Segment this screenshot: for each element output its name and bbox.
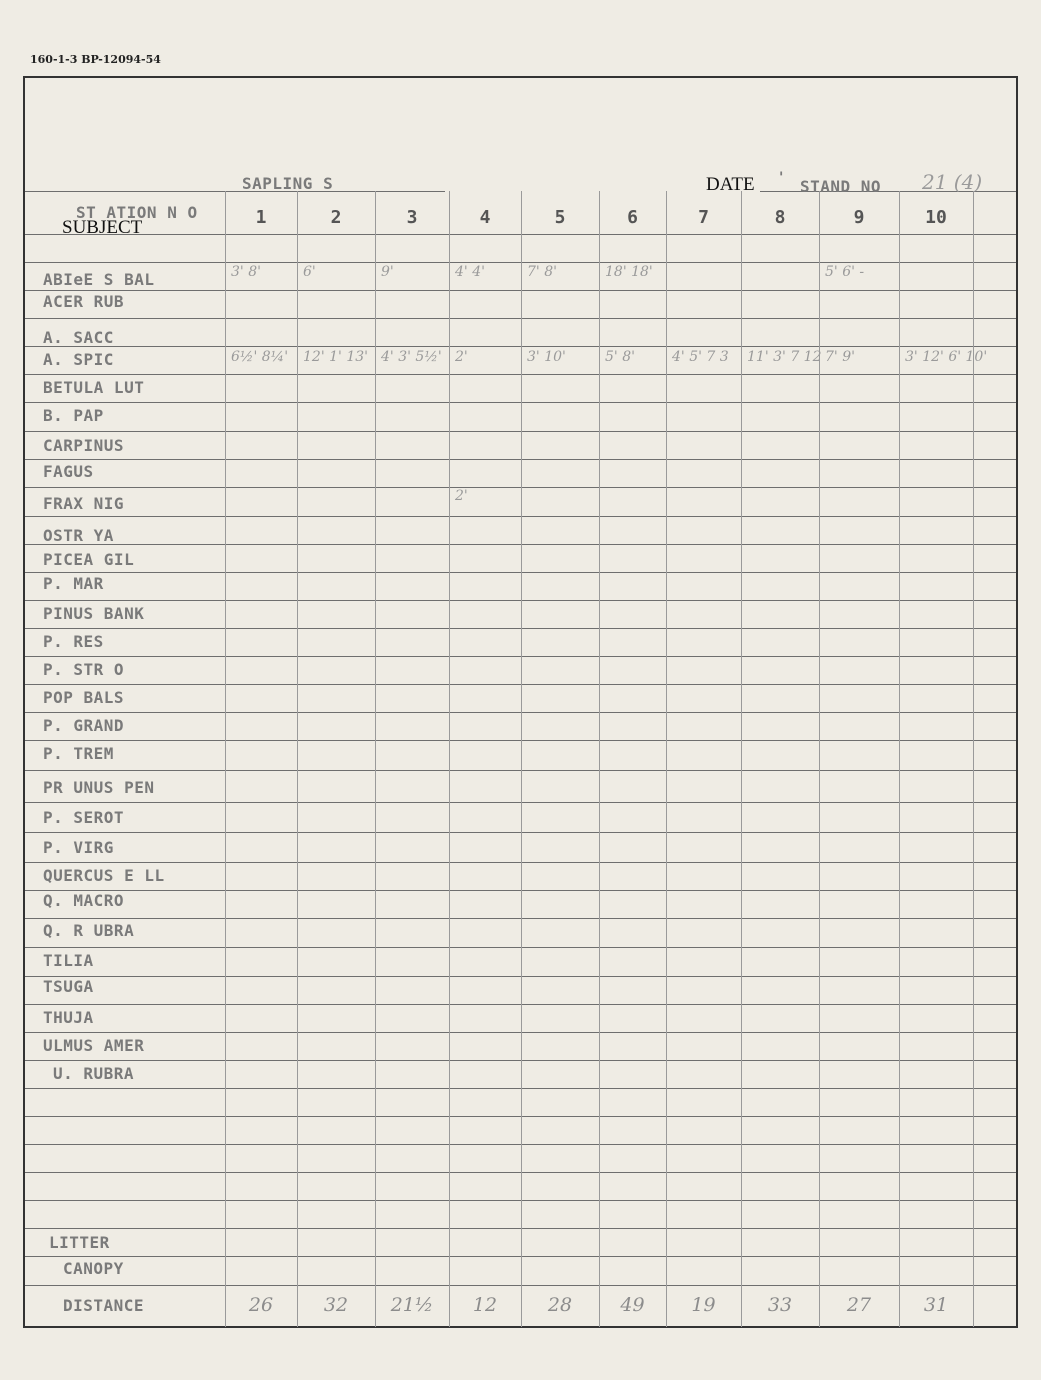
a-spic-entry: 7' 9' (825, 349, 855, 365)
species-label: B. PAP (43, 406, 104, 425)
subject-label: SUBJECT (62, 217, 143, 238)
abies-bal-entry: 6' (303, 264, 316, 280)
a-spic-entry: 3' 10' (527, 349, 566, 365)
column-rule (741, 191, 742, 1327)
stand-number-label: STAND NO (800, 177, 882, 196)
distance-value-9: 27 (846, 1294, 872, 1316)
abies-bal-entry: 9' (381, 264, 394, 280)
species-label: ULMUS AMER (43, 1036, 145, 1055)
species-label: P. RES (43, 632, 104, 651)
distance-value-7: 19 (691, 1294, 716, 1316)
abies-bal-entry: 4' 4' (455, 264, 485, 280)
distance-value-10: 31 (923, 1294, 949, 1316)
species-label: PICEA GIL (43, 550, 135, 569)
abies-bal-entry: 3' 8' (231, 264, 261, 280)
distance-value-3: 21½ (390, 1294, 434, 1316)
a-spic-entry: 4' 5' 7 3 (672, 349, 729, 365)
distance-value-6: 49 (620, 1294, 645, 1316)
species-label: CARPINUS (43, 436, 125, 455)
distance-value-4: 12 (472, 1294, 498, 1316)
column-rule (225, 191, 226, 1327)
station-number-7: 7 (698, 207, 709, 228)
species-label: P. TREM (43, 744, 114, 763)
a-spic-entry: 6½' 8¼' (231, 349, 289, 365)
column-rule (899, 191, 900, 1327)
distance-value-1: 26 (248, 1294, 274, 1316)
species-label: A. SACC (43, 328, 114, 347)
distance-value-8: 33 (767, 1294, 793, 1316)
species-label: Q. R UBRA (43, 921, 135, 940)
species-label: PINUS BANK (43, 604, 145, 623)
species-label: P. GRAND (43, 716, 125, 735)
abies-bal-entry: 5' 6' - (825, 264, 865, 280)
species-label: U. RUBRA (53, 1064, 135, 1083)
species-label: FAGUS (43, 462, 94, 481)
station-number-8: 8 (774, 207, 786, 228)
column-rule (449, 191, 450, 1327)
species-label: ABIeE S BAL (43, 270, 155, 289)
species-label: QUERCUS E LL (43, 866, 165, 885)
column-rule (599, 191, 600, 1327)
saplings-label: SAPLING S (242, 174, 334, 193)
species-label: BETULA LUT (43, 378, 145, 397)
abies-bal-entry: 18' 18' (605, 264, 653, 280)
species-label: FRAX NIG (43, 494, 125, 513)
species-label: P. STR O (43, 660, 125, 679)
distance-value-5: 28 (547, 1294, 573, 1316)
distance-value-2: 32 (323, 1294, 349, 1316)
station-number-2: 2 (330, 207, 342, 228)
distance-label: DISTANCE (63, 1296, 145, 1315)
station-number-9: 9 (853, 207, 865, 228)
canopy-label: CANOPY (63, 1259, 124, 1278)
a-spic-entry: 3' 12' 6' 10' (905, 349, 988, 365)
abies-bal-entry: 7' 8' (527, 264, 557, 280)
species-label: ACER RUB (43, 292, 125, 311)
species-label: P. SEROT (43, 808, 125, 827)
station-number-4: 4 (479, 207, 491, 228)
station-number-1: 1 (255, 207, 267, 228)
a-spic-entry: 12' 1' 13' (303, 349, 368, 365)
species-label: A. SPIC (43, 350, 114, 369)
species-label: POP BALS (43, 688, 125, 707)
station-number-3: 3 (406, 207, 418, 228)
frax-nig-entry: 2' (455, 488, 468, 504)
litter-label: LITTER (49, 1233, 110, 1252)
species-label: Q. MACRO (43, 891, 125, 910)
species-label: P. VIRG (43, 838, 114, 857)
column-rule (666, 191, 667, 1327)
species-label: THUJA (43, 1008, 94, 1027)
a-spic-entry: 2' (455, 349, 468, 365)
column-rule (297, 191, 298, 1327)
date-label: DATE (706, 174, 755, 195)
a-spic-entry: 4' 3' 5½' (381, 349, 442, 365)
a-spic-entry: 11' 3' 7 12 (747, 349, 822, 365)
column-rule (521, 191, 522, 1327)
a-spic-entry: 5' 8' (605, 349, 635, 365)
station-number-5: 5 (554, 207, 566, 228)
header-rule (25, 191, 445, 192)
species-label: PR UNUS PEN (43, 778, 155, 797)
station-number-6: 6 (627, 207, 638, 228)
stand-number-value: 21 (4) (922, 170, 983, 194)
date-mark: ' (777, 170, 786, 186)
column-rule (375, 191, 376, 1327)
species-label: TILIA (43, 951, 94, 970)
form-code: 160-1-3 BP-12094-54 (30, 53, 161, 66)
species-label: P. MAR (43, 574, 104, 593)
species-label: TSUGA (43, 977, 94, 996)
station-number-10: 10 (925, 207, 947, 228)
species-label: OSTR YA (43, 526, 114, 545)
station-number-label: ST ATION N O (76, 203, 198, 222)
